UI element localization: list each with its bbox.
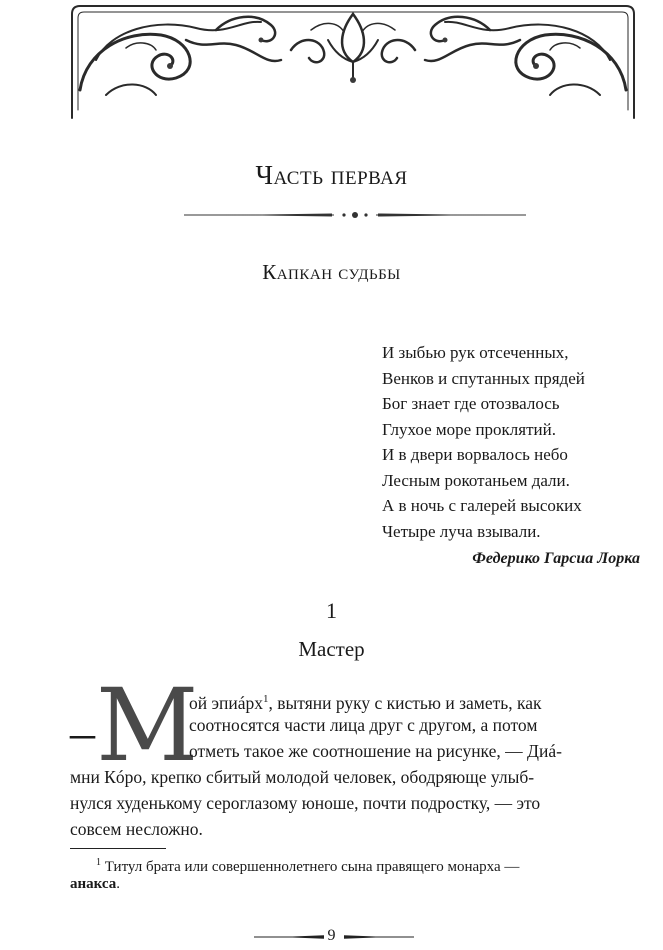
- footnote-rule: [70, 848, 166, 849]
- footnote-line-1: [96, 852, 519, 878]
- footnote-text: Титул брата или совершеннолетнего сына правящего монарха —: [101, 859, 520, 875]
- poem-line: И зыбью рук отсеченных,: [382, 343, 569, 362]
- body-line-2: соотносятся части лица друг с другом, а потом: [189, 715, 538, 735]
- epigraph-author: Федерико Гарсиа Лорка: [472, 550, 640, 567]
- chapter-number: 1: [326, 598, 337, 623]
- body-line-6: совсем несложно.: [70, 819, 203, 839]
- section-title: Капкан судьбы: [262, 260, 401, 284]
- footnote-marker: 1: [96, 857, 101, 868]
- poem-line: Бог знает где отозвалось: [382, 394, 560, 413]
- part-title: Часть первая: [255, 160, 408, 190]
- body-line-3: отметь такое же соотношение на рисунке, — Диá-: [189, 741, 562, 761]
- body-line-5: нулся худенькому сероглазому юноше, почти подростку, — это: [70, 793, 541, 813]
- poem-line: Венков и спутанных прядей: [382, 368, 585, 388]
- poem-line: Лесным рокотаньем дали.: [382, 470, 570, 490]
- drop-cap-letter: М: [96, 667, 199, 784]
- body-line-1-text-rest: , вытяни руку с кистью и заметь, как: [268, 692, 542, 713]
- footnote-text-end: .: [116, 876, 121, 892]
- poem-line: Глухое море проклятий.: [382, 419, 556, 439]
- epigraph-poem: [382, 340, 652, 544]
- dialogue-dash: –: [70, 704, 95, 760]
- title-divider-ornament: [184, 208, 526, 222]
- poem-line: Четыре луча взывали.: [382, 521, 541, 541]
- page-number: 9: [327, 927, 336, 944]
- chapter-title: Мастер: [298, 637, 365, 661]
- top-ornament-frame: [66, 0, 640, 122]
- footnote-ref[interactable]: 1: [263, 693, 269, 705]
- footnote-line-2: [70, 873, 120, 895]
- body-line-4: мни Кóро, крепко сбитый молодой человек, ободряюще улыб-: [70, 767, 535, 787]
- body-line-1-text: ой эпиáрх: [189, 692, 263, 713]
- footnote-bold-term: анакса: [70, 876, 117, 892]
- poem-line: И в двери ворвалось небо: [382, 445, 568, 464]
- poem-line: А в ночь с галерей высоких: [382, 496, 582, 515]
